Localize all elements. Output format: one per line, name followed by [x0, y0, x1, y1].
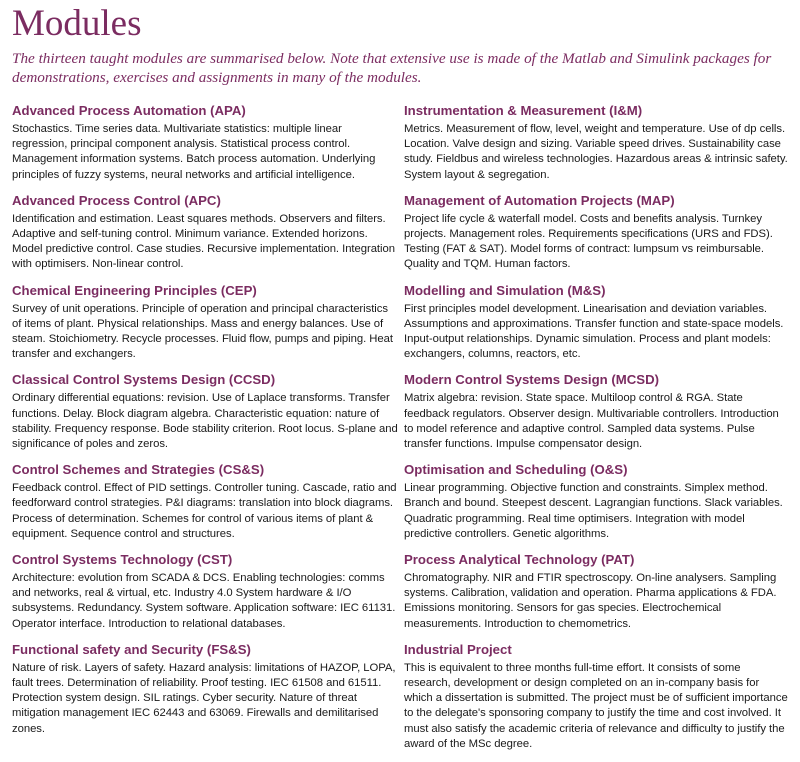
module-description: Ordinary differential equations: revision. Use of Laplace transforms. Transfer functions. Delay. Block diagram algebra. Characteristic equation: nature of stability. Frequency response. Bode stability criterion. Root locus. S-plane and significance of poles and zeros. [12, 392, 398, 451]
module-heading: Control Systems Technology (CST) [12, 552, 233, 568]
module-heading: Modelling and Simulation (M&S) [404, 282, 606, 298]
module-description: Project life cycle & waterfall model. Costs and benefits analysis. Turnkey projects. Management roles. Requirements specifications (URS and FDS). Testing (FAT & SAT). Model forms of contract: lumpsum vs reimbursable. Quality and TQM. Human factors. [404, 212, 773, 271]
module-ccsd [12, 372, 400, 452]
module-description: Linear programming. Objective function and constraints. Simplex method. Branch and bound. Steepest descent. Lagrangian functions. Slack variables. Quadratic programming. Real time optimisers. Integration with model predictive controllers. Genetic algorithms. [404, 482, 783, 540]
module-heading: Industrial Project [404, 641, 512, 657]
modules-columns [12, 103, 788, 762]
module-apa [12, 103, 400, 183]
module-im [404, 103, 788, 183]
module-heading: Process Analytical Technology (PAT) [404, 552, 635, 568]
module-fss [12, 642, 400, 737]
module-cep [12, 283, 400, 363]
module-description: Feedback control. Effect of PID settings. Controller tuning. Cascade, ratio and feedforward control strategies. P&I diagrams: translation into block diagrams. Process of determination. Schemes for control of various items of plant & equipment. Sequence control and structures. [12, 482, 397, 540]
module-heading: Advanced Process Automation (APA) [12, 103, 246, 118]
module-description: Metrics. Measurement of flow, level, weight and temperature. Use of dp cells. Location. Valve design and sizing. Variable speed drives. Sustainability case study. Fieldbus and wireless technologies. Hazardous areas & intrinsic safety. System layout & segregation. [404, 123, 788, 181]
module-description: This is equivalent to three months full-time effort. It consists of some research, development or design completed on an in-company basis for which a dissertation is submitted. The project must be of sufficient importance to the delegate's sponsoring company to justify the time and cost involved. It must also satisfy the academic criteria of relevance and difficulty to justify the award of the MSc degree. [404, 661, 788, 750]
module-description: Architecture: evolution from SCADA & DCS. Enabling technologies: comms and networks, real & virtual, etc. Industry 4.0 System hardware & I/O subsystems. Redundancy. System software. Application software: IEC 61131. Operator interface. Introduction to relational databases. [12, 572, 396, 630]
module-cst [12, 552, 400, 632]
module-description: Stochastics. Time series data. Multivariate statistics: multiple linear regression, principal component analysis. Statistical process control. Management information systems. Batch process automation. Underlying principles of fuzzy systems, neural networks and artificial intelligence. [12, 123, 376, 181]
module-css [12, 462, 400, 542]
intro-text: The thirteen taught modules are summarised below. Note that extensive use is made of the Matlab and Simulink packages for demonstrations, exercises and assignments in many of the modules. [12, 50, 772, 86]
module-description: Survey of unit operations. Principle of operation and principal characteristics of items of plant. Physical relationships. Mass and energy balances. Use of steam. Stoichiometry. Recycle processes. Fluid flow, pumps and piping. Heat transfer and exchangers. [12, 302, 393, 361]
module-apc [12, 193, 400, 273]
page-title: Modules [12, 3, 142, 44]
module-map [404, 193, 788, 273]
module-description: Identification and estimation. Least squares methods. Observers and filters. Adaptive and self-tuning control. Minimum variance. Extended horizons. Model predictive control. Case studies. Recursive implementation. Integration with optimisers. Non-linear control. [12, 212, 395, 271]
module-heading: Chemical Engineering Principles (CEP) [12, 282, 257, 298]
module-heading: Classical Control Systems Design (CCSD) [12, 372, 276, 388]
module-description: Matrix algebra: revision. State space. Multiloop control & RGA. State feedback regulators. Observer design. Multivariable controllers. Introduction to model reference and adaptive control. Sampled data systems. Pulse transfer functions. Impulse compensator design. [404, 392, 779, 451]
module-description: Nature of risk. Layers of safety. Hazard analysis: limitations of HAZOP, LOPA, fault trees. Determination of reliability. Proof testing. IEC 61508 and 61511. Protection system design. SIL ratings. Cyber security. Nature of threat mitigation management IEC 62443 and 63069. Firewalls and demilitarised zones. [12, 661, 396, 735]
module-pat [404, 552, 788, 632]
right-column [404, 103, 788, 762]
module-industrial-project [404, 642, 788, 752]
module-heading: Instrumentation & Measurement (I&M) [404, 103, 643, 118]
module-os [404, 462, 788, 542]
module-mcsd [404, 372, 788, 452]
left-column [12, 103, 404, 762]
module-description: Chromatography. NIR and FTIR spectroscopy. On-line analysers. Sampling systems. Calibration, validation and operation. Pharma applications & FDA. Emissions monitoring. Sensors for gas species. Electrochemical measurements. Introduction to chemometrics. [404, 572, 777, 630]
module-heading: Functional safety and Security (FS&S) [12, 641, 251, 657]
module-heading: Control Schemes and Strategies (CS&S) [12, 462, 265, 478]
module-description: First principles model development. Linearisation and deviation variables. Assumptions and approximations. Transfer function and state-space models. Input-output relationships. Dynamic simulation. Process and plant models: exchangers, columns, reactors, etc. [404, 302, 784, 361]
module-heading: Modern Control Systems Design (MCSD) [404, 372, 659, 388]
module-ms [404, 283, 788, 363]
module-heading: Advanced Process Control (APC) [12, 192, 221, 208]
module-heading: Management of Automation Projects (MAP) [404, 192, 675, 208]
module-heading: Optimisation and Scheduling (O&S) [404, 462, 628, 478]
